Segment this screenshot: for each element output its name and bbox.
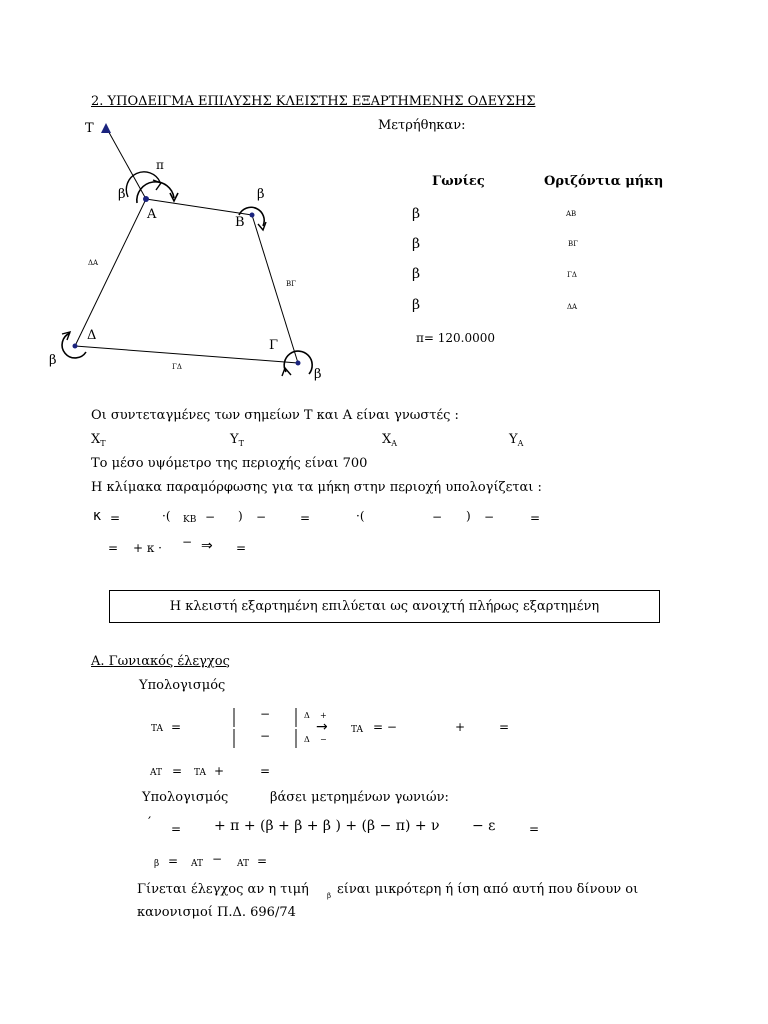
section-a-heading: A. Γωνιακός έλεγχος [91, 654, 230, 669]
f1-paren2: ) [466, 509, 471, 523]
label-G: Γ [269, 338, 279, 353]
f2-eq2: = [236, 541, 247, 555]
pi-value: π= 120.0000 [416, 331, 496, 345]
f1-dot1: ·( [162, 509, 171, 523]
xt-label: $X_T$ [91, 432, 106, 448]
angles-header: Γωνίες [432, 174, 485, 189]
f1-minus4: − [484, 510, 495, 524]
f1-kappa: κ [93, 508, 102, 524]
c-beta-sub: β [154, 859, 160, 869]
a-eq2: = [499, 720, 510, 734]
yt-label: $Y_T$ [230, 432, 244, 448]
label-B: B [235, 215, 245, 230]
ta1-label: TA [151, 724, 164, 734]
b-long-formula: + π + (β + β + β ) + (β − π) + ν [214, 818, 440, 834]
angle-row-3: β [412, 266, 421, 282]
length-row-2: BΓ [568, 240, 579, 248]
a-plus2: + [214, 764, 225, 778]
f1-eq3: = [530, 511, 541, 525]
f2-eq1: = [108, 541, 119, 555]
f1-paren1: ) [238, 509, 243, 523]
c-eq8: = [257, 854, 268, 868]
at1-label: AT [150, 768, 163, 778]
f1-eq2: = [300, 511, 311, 525]
c-eq7: = [168, 854, 179, 868]
angle-row-1: β [412, 206, 421, 222]
label-side-BG: BΓ [286, 280, 297, 288]
a-plus: + [455, 720, 466, 734]
mean-elevation-text: Το μέσο υψόμετρο της περιοχής είναι 700 [91, 456, 368, 471]
based-on-label: βάσει μετρημένων γωνιών: [270, 790, 449, 805]
a-delta-bot: Δ [304, 735, 310, 744]
length-row-4: ΔA [567, 303, 578, 311]
f2-plus-k: + κ · [133, 541, 162, 555]
label-A: A [147, 207, 157, 222]
ya-label: $Y_A$ [509, 432, 524, 448]
angle-row-2: β [412, 236, 421, 252]
lengths-header: Οριζόντια μήκη [544, 174, 664, 189]
label-beta-A: β [118, 187, 126, 202]
a-delta-top: Δ [304, 711, 310, 720]
label-pi: π [156, 158, 164, 172]
f2-minus: − [182, 535, 193, 549]
f1-eq1: = [110, 511, 121, 525]
a-minus-bot: − [260, 729, 271, 743]
a-eq4: = [260, 764, 271, 778]
a-plus-top: + [320, 711, 327, 720]
label-beta-D: β [49, 353, 57, 368]
a-minus-small: − [320, 735, 327, 744]
at2-label: AT [191, 859, 204, 869]
check-text-b: είναι μικρότερη ή ίση από αυτή που δίνουν οι [337, 882, 639, 897]
label-T: T [85, 121, 94, 136]
calc1-label: Υπολογισμός [139, 678, 226, 693]
length-row-3: ΓΔ [567, 271, 577, 279]
measured-heading: Μετρήθηκαν: [378, 118, 466, 133]
check-text-line2: κανονισμοί Π.Δ. 696/74 [137, 905, 296, 920]
a-arrow: → [316, 719, 328, 735]
label-beta-G: β [314, 367, 322, 382]
f1-minus3: − [432, 510, 443, 524]
b-eq6: = [529, 822, 540, 836]
b-minus-eps: − ε [472, 818, 496, 834]
b-prime: ′ [148, 815, 152, 831]
label-side-GD: ΓΔ [172, 363, 182, 371]
a-eq3: = [172, 764, 183, 778]
scale-distortion-text: Η κλίμακα παραμόρφωσης για τα μήκη στην περιοχή υπολογίζεται : [91, 480, 542, 495]
label-beta-B: β [257, 187, 265, 202]
c-minus5: − [212, 852, 223, 866]
angle-row-4: β [412, 297, 421, 313]
label-side-DA: ΔA [88, 259, 99, 267]
f1-minus1: − [205, 510, 216, 524]
ta3-label: TA [194, 768, 207, 778]
ta2-label: TA [351, 725, 364, 735]
f2-implies: ⇒ [201, 538, 213, 554]
check-beta-sub: β [327, 892, 332, 900]
note-text: Η κλειστή εξαρτημένη επιλύεται ως ανοιχτή πλήρως εξαρτημένη [169, 599, 600, 614]
at3-label: AT [237, 859, 250, 869]
check-text-a: Γίνεται έλεγχος αν η τιμή [137, 882, 309, 897]
known-coords-text: Οι συντεταγμένες των σημείων T και A είναι γνωστές : [91, 408, 459, 423]
label-D: Δ [87, 328, 97, 343]
xa-label: $X_A$ [382, 432, 398, 448]
f1-kb: KB [183, 515, 197, 525]
f1-dot2: ·( [356, 509, 365, 523]
a-eq1: = [171, 720, 182, 734]
a-eq-minus: = − [373, 720, 397, 734]
length-row-1: AB [566, 210, 577, 218]
f1-minus2: − [256, 510, 267, 524]
page-title: 2. ΥΠΟΔΕΙΓΜΑ ΕΠΙΛΥΣΗΣ ΚΛΕΙΣΤΗΣ ΕΞΑΡΤΗΜΕΝΗΣ ΟΔΕΥΣΗΣ [91, 94, 536, 109]
a-minus-top: − [260, 707, 271, 721]
b-eq5: = [171, 822, 182, 836]
calc2-label: Υπολογισμός [142, 790, 229, 805]
